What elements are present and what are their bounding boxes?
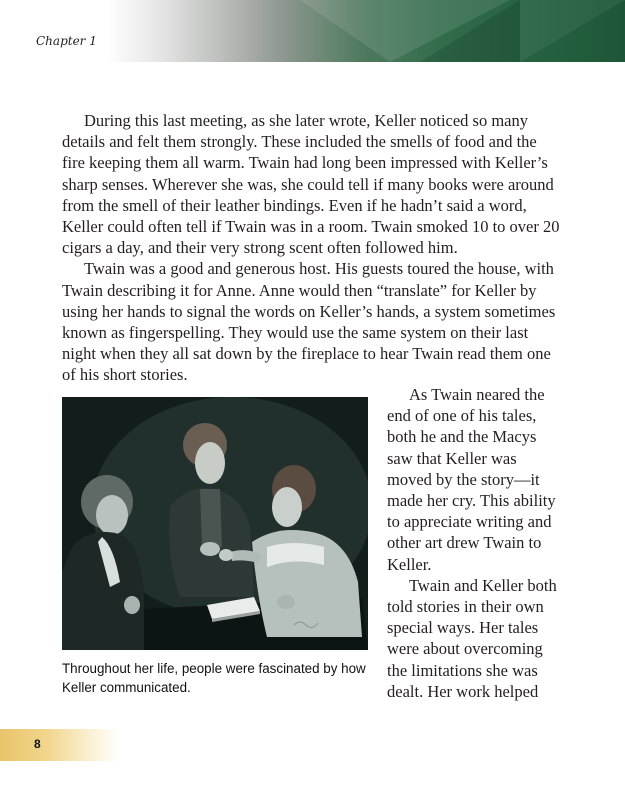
main-text-column — [62, 110, 560, 386]
header-decoration — [520, 0, 625, 62]
header-decoration — [420, 0, 520, 62]
chapter-header-band — [0, 0, 625, 62]
side-text-column — [387, 384, 565, 702]
page-number: 8 — [34, 737, 41, 751]
photo-illustration — [62, 397, 368, 650]
photo-caption: Throughout her life, people were fascinated by how Keller communicated. — [62, 661, 366, 695]
paragraph: As Twain neared the end of one of his tales, both he and the Macys saw that Keller was moved by the story—it made her cry. This ability to appreciate writing and other art drew Twain to Keller. — [387, 385, 556, 574]
paragraph: Twain was a good and generous host. His guests toured the house, with Twain describing it for Anne. Anne would then “translate” for Keller by using her hands to signal the words on Keller’s hands, a system sometimes known as fingerspelling. They would use the same system on their last night when they all sat down by the fireplace to hear Twain read them one of his short stories. — [62, 259, 556, 385]
historical-photo — [62, 397, 368, 650]
chapter-label: Chapter 1 — [36, 34, 97, 48]
page-number-tab — [0, 729, 120, 761]
paragraph: Twain and Keller both told stories in their own special ways. Her tales were about overcoming the limitations she was dealt. Her work helped — [387, 575, 557, 701]
paragraph: During this last meeting, as she later wrote, Keller noticed so many details and felt them strongly. These included the smells of food and the fire keeping them all warm. Twain had long been impressed with Keller’s sharp senses. Wherever she was, she could tell if many books were around from the smell of their leather bindings. Even if he hadn’t said a word, Keller could often tell if Twain was in a room. Twain smoked 10 to over 20 cigars a day, and their very strong scent often followed him. — [62, 111, 560, 258]
